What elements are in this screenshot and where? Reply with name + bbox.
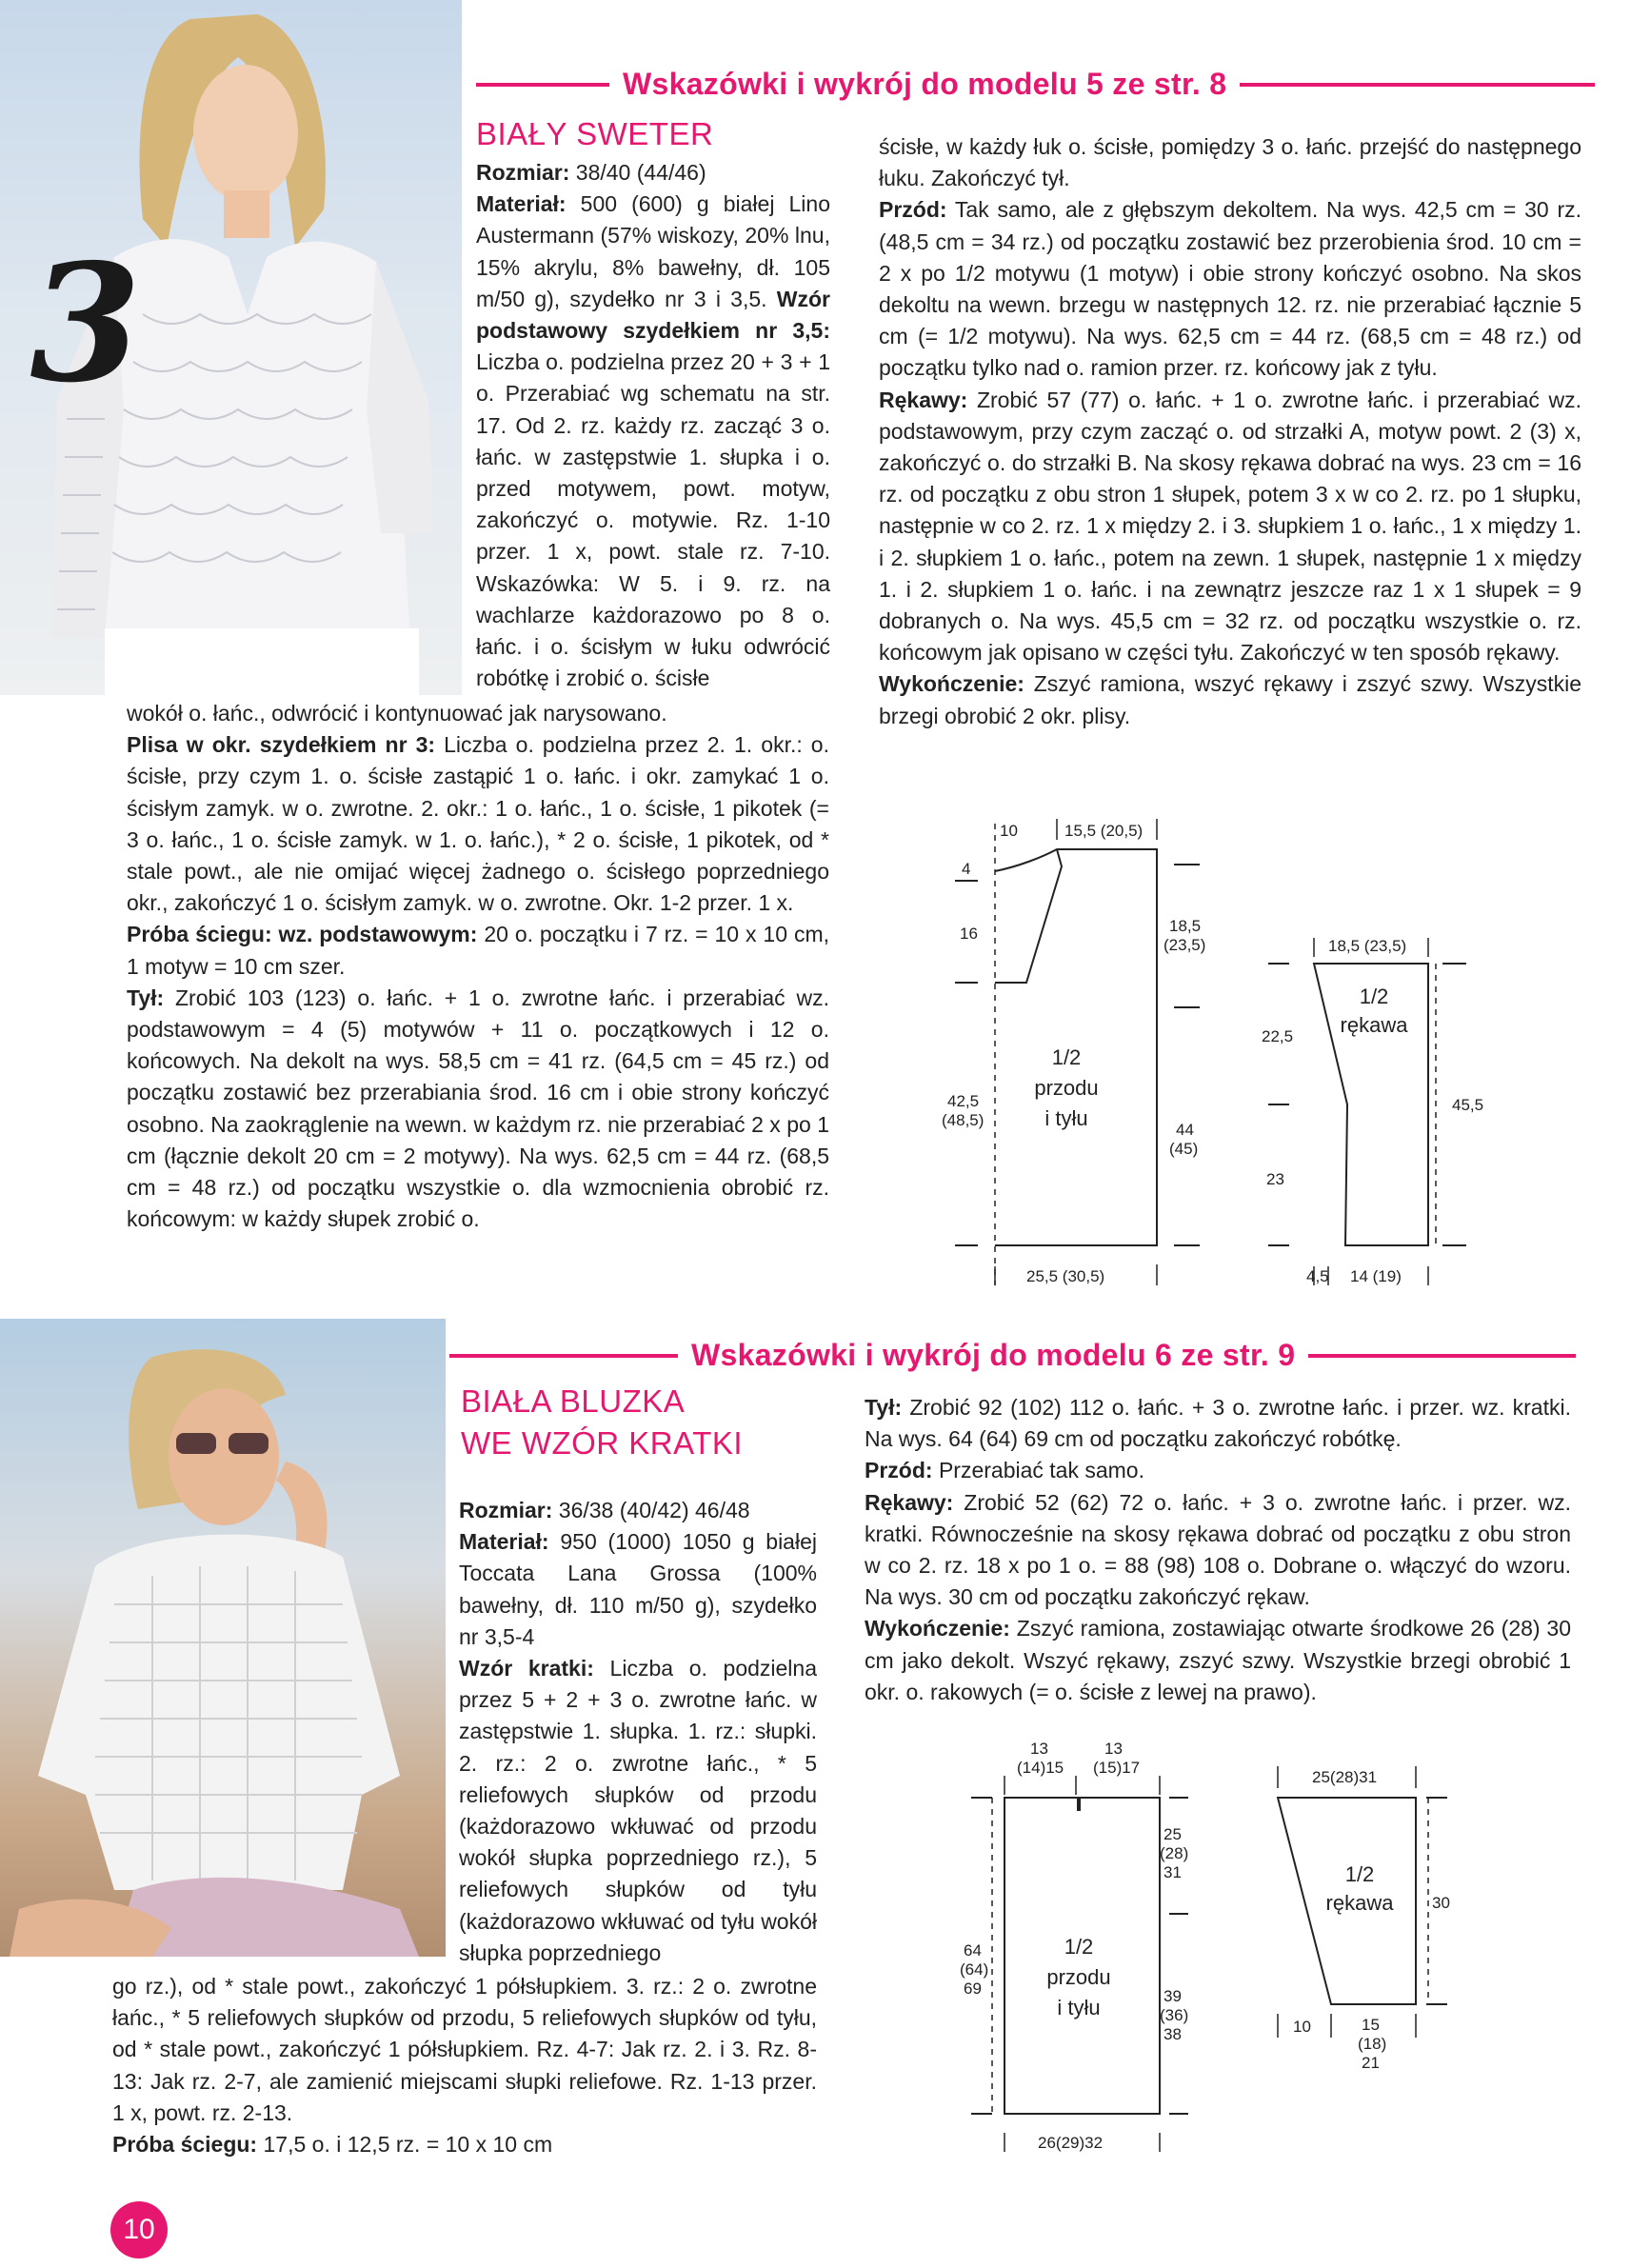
section1-right-body	[879, 131, 1581, 732]
section1-intro-text	[476, 157, 830, 694]
body2-label-2: przodu	[1046, 1965, 1111, 1989]
sleeve-label-1: 1/2	[1359, 985, 1389, 1008]
d2-left-a: 64	[964, 1941, 982, 1960]
photo-model-digit: 3	[11, 229, 158, 419]
section2-right-text	[865, 1392, 1571, 1708]
s2-tyl-value: Zrobić 92 (102) 112 o. łańc. + 3 o. zwrotne łańc. i przer. wz. kratki. Na wys. 64 (64) 69 cm od początku zakończyć robótkę.	[865, 1395, 1571, 1452]
tyl-label: Tył:	[127, 985, 165, 1010]
dim-bottom: 25,5 (30,5)	[1026, 1267, 1105, 1285]
page-number: 10	[110, 2201, 168, 2258]
dim-left-1: 16	[960, 925, 978, 943]
d2-right-1c: 31	[1164, 1863, 1182, 1881]
przod-value: Tak samo, ale z głębszym dekoltem. Na wys. 42,5 cm = 30 rz. (48,5 cm = 34 rz.) od początku zostawić bez przerobienia środ. 10 cm = 2 x po 1/2 motywu (1 motyw) i obie strony kończyć osobno. Na skos dekoltu na wewn. brzegu w następnych 12. rz. nie przerabiać łącznie 5 cm (= 1/2 motywu). Na wys. 62,5 cm = 44 rz. (68,5 cm = 48 rz.) od początku tylko nad o. ramion przer. rz. końcowy jak z tyłu.	[879, 197, 1581, 381]
s2-wzor-continued: go rz.), od * stale powt., zakończyć 1 półsłupkiem. 3. rz.: 2 o. zwrotne łańc., * 5 reliefowych słupków od przodu, 5 reliefowych słupków od tyłu, od * stale powt., zakończyć 1 półsłupkiem. Rz. 4-7: Jak rz. 2. i 3. Rz. 8-13: Jak rz. 2-7, ale zamienić miejscami słupki reliefowe. Rz. 1-13 przer. 1 x, powt. rz. 2-13.	[112, 1974, 817, 2125]
d2-sleeve-bot-1: 10	[1293, 2018, 1311, 2036]
size-value: 38/40 (44/46)	[569, 160, 706, 185]
header-rule-left	[476, 83, 609, 87]
dim-right-2a: 44	[1176, 1121, 1194, 1139]
d2-top-1b: (14)15	[1017, 1759, 1064, 1777]
dim-top-1: 10	[1000, 822, 1018, 840]
header2-rule-left	[449, 1354, 678, 1358]
sleeve-label-2: rękawa	[1340, 1013, 1408, 1037]
pattern-value: Liczba o. podzielna przez 20 + 3 + 1 o. Przerabiać wg schematu na str. 17. Od 2. rz. każdy rz. zacząć 3 o. łańc. w zastępstwie 1. słupka i o. przed motywem, powt. motyw, zakończyć o. motywie. Rz. 1-10 przer. 1 x, powt. stale rz. 7-10. Wskazówka: W 5. i 9. rz. na wachlarze każdorazowo po 8 o. łańc. i o. ścisłym w łuku odwrócić robótkę i zrobić o. ścisłe	[476, 349, 830, 691]
sleeve-dim-left-1: 22,5	[1262, 1027, 1294, 1045]
s2-material-value: 950 (1000) 1050 g białej Toccata Lana Grossa (100% bawełny, dł. 110 m/50 g), szydełko nr 3,5-4	[459, 1529, 817, 1649]
section2-model-name-1: BIAŁA BLUZKA	[461, 1383, 686, 1419]
body2-label-3: i tyłu	[1057, 1996, 1101, 2019]
body-label-3: i tyłu	[1044, 1106, 1088, 1130]
sleeve-dim-right: 45,5	[1452, 1096, 1484, 1114]
s2-przod-label: Przód:	[865, 1458, 933, 1483]
s2-material-label: Materiał:	[459, 1529, 549, 1555]
plisa-label: Plisa w okr. szydełkiem nr 3:	[127, 732, 436, 758]
proba-value: 20 o. początku i 7 rz. = 10 x 10 cm, 1 motyw = 10 cm szer.	[127, 922, 829, 979]
plisa-value: Liczba o. podzielna przez 2. 1. okr.: o. ścisłe, przy czym 1. o. ścisłe zastąpić 1 o. łańc. i okr. zamykać 1 o. ścisłym zamyk. w o. zwrotne. 2. okr.: 1 o. łańc., 1 o. ścisłe, 1 pikotek (= 3 o. łańc., 1 o. ścisłe zamyk. w 1. o. łańc.), * 2 o. ścisłe, 1 pikotek, od * stale powt., ale nie omijać więcej żadnego o. ścisłego poprzedniego okr., zakończyć 1 o. ścisłym zamyk. w o. zwrotne. Okr. 1-2 przer. 1 x.	[127, 732, 829, 916]
section1-left-text	[127, 698, 829, 1235]
photo-white-blouse	[0, 1319, 446, 1957]
section2-left-body	[112, 1971, 817, 2160]
size-label: Rozmiar:	[476, 160, 570, 185]
section1-pattern-diagram	[924, 809, 1495, 1304]
section1-model-name: BIAŁY SWETER	[476, 116, 714, 151]
dim-right-1b: (23,5)	[1164, 936, 1206, 954]
dim-right-1a: 18,5	[1169, 917, 1202, 935]
sleeve2-label-2: rękawa	[1325, 1891, 1394, 1915]
d2-top-1a: 13	[1030, 1740, 1048, 1758]
d2-sleeve-bot-2a: 15	[1362, 2016, 1380, 2034]
sleeve2-label-1: 1/2	[1344, 1862, 1375, 1886]
d2-right-2c: 38	[1164, 2025, 1182, 2043]
section2-model-name-2: WE WZÓR KRATKI	[461, 1425, 744, 1461]
przod-label: Przód:	[879, 197, 947, 223]
d2-right-1b: (28)	[1160, 1844, 1189, 1862]
d2-sleeve-bot-2c: 21	[1362, 2054, 1380, 2072]
s2-rekawy-label: Rękawy:	[865, 1489, 954, 1515]
body2-label-1: 1/2	[1064, 1935, 1094, 1959]
dim-left-2b: (48,5)	[942, 1111, 985, 1129]
d2-sleeve-top: 25(28)31	[1312, 1768, 1378, 1786]
wykonczenie-value: Zszyć ramiona, wszyć rękawy i zszyć szwy. Wszystkie brzegi obrobić 2 okr. plisy.	[879, 671, 1581, 728]
dim-left-2a: 42,5	[947, 1092, 980, 1110]
d2-top-2b: (15)17	[1093, 1759, 1141, 1777]
pattern-label: Wzór podstawowy szydełkiem nr 3,5:	[476, 286, 831, 344]
sleeve-dim-bot-2: 14 (19)	[1350, 1267, 1402, 1285]
rekawy-label: Rękawy:	[879, 387, 968, 412]
dim-neck: 4	[962, 860, 971, 878]
photo-white-sweater	[0, 0, 462, 695]
d2-sleeve-bot-2b: (18)	[1358, 2035, 1387, 2053]
s2-size-label: Rozmiar:	[459, 1498, 553, 1522]
s2-proba-value: 17,5 o. i 12,5 rz. = 10 x 10 cm	[257, 2132, 553, 2158]
section1-right-text	[879, 131, 1581, 732]
s2-wzor-label: Wzór kratki:	[459, 1656, 594, 1681]
s2-rekawy-value: Zrobić 52 (62) 72 o. łańc. + 3 o. zwrotne łańc. i przer. wz. kratki. Równocześnie na skosy rękawa dobrać od początku z obu stron w co 2. rz. 18 x po 1 o. = 88 (98) 108 o. Dobrane o. włączyć do wzoru. Na wys. 30 cm od początku zakończyć rękaw.	[865, 1489, 1571, 1610]
d2-top-2a: 13	[1104, 1740, 1123, 1758]
dim-right-2b: (45)	[1169, 1140, 1199, 1158]
body-label-2: przodu	[1034, 1076, 1099, 1100]
d2-right-1a: 25	[1164, 1825, 1182, 1843]
header2-rule-right	[1308, 1354, 1576, 1358]
proba-label: Próba ściegu: wz. podstawowym:	[127, 922, 478, 947]
material-label: Materiał:	[476, 191, 567, 217]
section1-intro	[476, 157, 830, 694]
section1-header	[476, 67, 1595, 102]
d2-right-2b: (36)	[1160, 2006, 1189, 2024]
dim-top-2: 15,5 (20,5)	[1064, 822, 1144, 840]
s2-wzor-value: Liczba o. podzielna przez 5 + 2 + 3 o. zwrotne łańc. w zastępstwie 1. słupka. 1. rz.: słupki. 2. rz.: 2 o. zwrotne łańc., * 5 reliefowych słupków od przodu (każdorazowo wkłuwać od przodu wokół słupka poprzedniego rz.), 5 reliefowych słupków od tyłu (każdorazowo wkłuwać od tyłu wokół słupka poprzedniego	[459, 1656, 817, 1965]
sleeve-dim-bot-1: 4,5	[1306, 1267, 1329, 1285]
s2-proba-label: Próba ściegu:	[112, 2132, 258, 2158]
d2-left-c: 69	[964, 1980, 982, 1998]
rekawy-value: Zrobić 57 (77) o. łańc. + 1 o. zwrotne łańc. i przerabiać wz. podstawowym, przy czym zacząć o. od strzałki A, motyw powt. 2 (3) x, zakończyć o. do strzałki B. Na skosy rękawa dobrać na wys. 23 cm = 16 rz. od początku z obu stron 1 słupek, potem 3 x w co 2. rz. po 1 słupku, następnie w co 2. rz. 1 x między 2. i 3. słupkiem 1 o. łańc., 1 x między 1. i 2. słupkiem 1 o. łańc., potem na zewn. 1 słupek, następnie 1 x między 1. i 2. słupkiem 1 o. łańc. i na zewnątrz jeszcze raz 1 x 1 słupek = 9 dobranych o. Na wys. 45,5 cm = 32 rz. od początku wszystkie o. rz. końcowym jak opisano w części tyłu. Zakończyć w ten sposób rękawy.	[879, 387, 1581, 666]
header-rule-right	[1240, 83, 1595, 87]
sleeve-dim-left-2: 23	[1266, 1170, 1284, 1188]
section2-left-text	[112, 1971, 817, 2160]
section1-left-body	[127, 698, 829, 1235]
s2-wykonczenie-value: Zszyć ramiona, zostawiając otwarte środkowe 26 (28) 30 cm jako dekolt. Wszyć rękawy, zszyć szwy. Wszystkie brzegi obrobić 1 okr. o. rakowych (= o. ścisłe z lewej na prawo).	[865, 1616, 1571, 1704]
pattern-continued: wokół o. łańc., odwrócić i kontynuować jak narysowano.	[127, 701, 667, 726]
s2-przod-value: Przerabiać tak samo.	[932, 1458, 1144, 1483]
s2-tyl-label: Tył:	[865, 1395, 903, 1420]
wykonczenie-label: Wykończenie:	[879, 671, 1024, 697]
section2-header	[449, 1338, 1576, 1373]
section2-intro	[459, 1495, 817, 1969]
material-value: 500 (600) g białej Lino Austermann (57% wiskozy, 20% lnu, 15% akrylu, 8% bawełny, dł. 105 m/50 g), szydełko nr 3 i 3,5.	[476, 191, 830, 311]
s2-size-value: 36/38 (40/42) 46/48	[552, 1498, 750, 1522]
section2-pattern-diagram	[943, 1733, 1476, 2161]
photo-white-blouse-art	[0, 1319, 446, 1957]
d2-right-2a: 39	[1164, 1987, 1182, 2005]
body-label-1: 1/2	[1051, 1045, 1082, 1069]
tyl-continued: ścisłe, w każdy łuk o. ścisłe, pomiędzy 3 o. łańc. przejść do następnego łuku. Zakończyć tył.	[879, 134, 1581, 191]
d2-left-b: (64)	[960, 1960, 989, 1979]
section2-model-name	[461, 1381, 743, 1464]
section2-header-text: Wskazówki i wykrój do modelu 6 ze str. 9	[691, 1338, 1296, 1372]
d2-sleeve-right: 30	[1432, 1894, 1450, 1912]
sleeve-dim-top: 18,5 (23,5)	[1328, 937, 1407, 955]
section1-header-text: Wskazówki i wykrój do modelu 5 ze str. 8	[623, 67, 1227, 101]
s2-wykonczenie-label: Wykończenie:	[865, 1616, 1010, 1641]
d2-bottom: 26(29)32	[1038, 2134, 1104, 2152]
tyl-value: Zrobić 103 (123) o. łańc. + 1 o. zwrotne łańc. i przerabiać wz. podstawowym = 4 (5) motywów + 11 o. początkowych i 12 o. końcowych. Na dekolt na wys. 58,5 cm = 41 rz. (64,5 cm = 45 rz.) od początku zostawić bez przerabiania środ. 16 cm i obie strony kończyć osobno. Na zaokrąglenie na wewn. w każdym rz. nie przerabiać 2 x po 1 cm (łącznie dekolt 20 cm = 2 motywy). Na wys. 62,5 cm = 44 rz. (68,5 cm = 48 rz.) od początku wszystkie o. dla wzmocnienia obrobić rz. końcowym: w każdy słupek zrobić o.	[127, 985, 829, 1232]
section2-right-body	[865, 1392, 1571, 1708]
section2-intro-text	[459, 1495, 817, 1969]
